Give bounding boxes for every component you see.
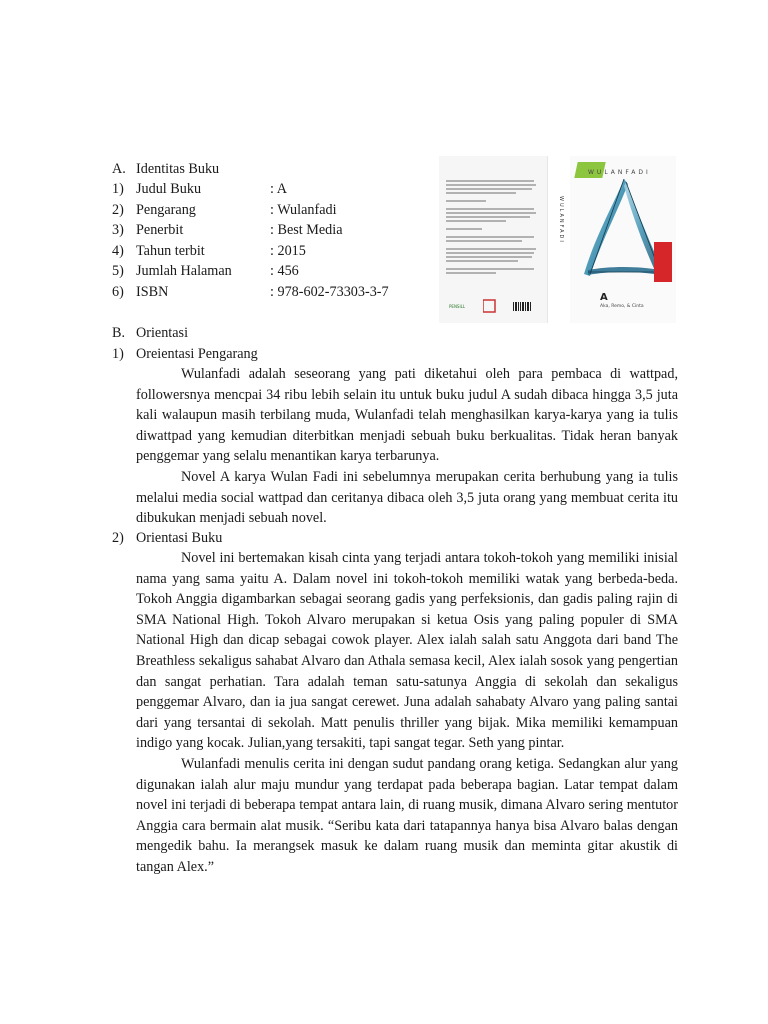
barcode-icon: [483, 296, 543, 316]
cover-front: [570, 156, 676, 323]
spine-author: WULANFADI: [558, 196, 564, 244]
row-label: Tahun terbit: [136, 243, 205, 259]
row-label: Judul Buku: [136, 181, 202, 197]
paragraph: Novel ini bertemakan kisah cinta yang terjadi antara tokoh-tokoh yang memiliki inisial nama yang sama yaitu A. Dalam novel ini tokoh-tokoh memiliki watak yang berbeda-beda. Tokoh Anggia digambarkan sebagai seorang gadis yang perfeksionis, dan gadis paling rajin di SMA National High. Tokoh Alvaro merupakan si ketua Osis yang paling populer di SMA National High dan dicap sebagai cowok player. Alex ialah salah satu Anggota dari band The Breathless sekaligus sahabat Alvaro dan Athala semasa kecil, Alex ialah sosok yang pengertian dan sangat perhatian. Tara adalah teman satu-satunya Anggia di sekolah dan sekaligus penggemar Alvaro, dan ia jua sangat cerewet. Juna adalah sahabaty Alvaro yang paling santai dari yang tersantai di sekolah. Matt penulis thriller yang bijak. Mika memiliki kemampuan indigo yang kocak. Julian,yang tersakiti, tapi sangat tegar. Seth yang pintar.: [136, 550, 678, 752]
row-number: 1): [112, 181, 124, 197]
cover-spine: [547, 156, 571, 323]
row-value: : 2015: [270, 243, 306, 259]
identity-row-year: [112, 241, 432, 261]
section-a-marker: A.: [112, 161, 126, 177]
row-value: : A: [270, 181, 287, 197]
paragraph: Novel A karya Wulan Fadi ini sebelumnya merupakan cerita berhubung yang ia tulis melalui media social wattpad dan ceritanya dibaca oleh 3,5 juta orang yang membuat cerita itu dibukukan menjadi sebuah novel.: [136, 468, 678, 527]
section-b-marker: B.: [112, 325, 126, 341]
identity-row-publisher: [112, 220, 432, 240]
row-number: 4): [112, 243, 124, 259]
identity-row-isbn: [112, 282, 432, 302]
row-number: 2): [112, 202, 124, 218]
cover-author: WULANFADI: [588, 169, 651, 176]
identity-row-pages: [112, 261, 432, 281]
subsection-2-title: Orientasi Buku: [136, 530, 223, 546]
book-orientation-text: [136, 548, 678, 878]
subsection-1-title: Oreientasi Pengarang: [136, 346, 258, 362]
cover-subtitle: Aka, Remo, & Cinta: [600, 304, 644, 309]
row-label: ISBN: [136, 284, 169, 300]
row-value: : Wulanfadi: [270, 202, 337, 218]
row-label: Penerbit: [136, 222, 184, 238]
red-badge: [654, 242, 672, 282]
cover-title: A: [600, 292, 608, 303]
subsection-1-number: 1): [112, 346, 124, 362]
row-value: : 456: [270, 263, 299, 279]
row-number: 5): [112, 263, 124, 279]
cover-back: [439, 156, 547, 323]
row-number: 3): [112, 222, 124, 238]
row-number: 6): [112, 284, 124, 300]
row-value: : 978-602-73303-3-7: [270, 284, 389, 300]
identity-row-author: [112, 200, 432, 220]
identity-row-title: [112, 179, 432, 199]
section-b-title: Orientasi: [136, 325, 189, 341]
row-label: Jumlah Halaman: [136, 263, 232, 279]
paragraph: Wulanfadi adalah seseorang yang pati diketahui oleh para pembaca di wattpad, followersnya mencpai 34 ribu lebih selain itu untuk buku judul A sudah dibaca hingga 3,5 juta kali walaupun masih terbilang muda, Wulanfadi telah menghasilkan karya-karya yang ia tulis diwattpad yang kemudian diterbitkan menjadi sebuah buku berkualitas. Tidak heran banyak penggemar yang selalu menantikan karya terbarunya.: [136, 366, 678, 465]
row-label: Pengarang: [136, 202, 196, 218]
paragraph: Wulanfadi menulis cerita ini dengan sudut pandang orang ketiga. Sedangkan alur yang digunakan ialah alur maju mundur yang terdapat pada beberapa bagian. Latar tempat dalam novel ini terjadi di beberapa tempat antara lain, di ruang musik, dimana Alvaro sering mentutor Anggia cara bermain alat musik. “Seribu kata dari tatapannya hanya bisa Alvaro balas dengan mengedik bahu. Ia merangsek masuk ke dalam ruang musik dan meminta gitar akustik di tangan Alex.”: [136, 755, 678, 875]
section-a-title: Identitas Buku: [136, 161, 220, 177]
author-orientation-text: [136, 364, 678, 529]
publisher-logo: PENSILL: [449, 304, 466, 309]
row-value: : Best Media: [270, 222, 343, 238]
subsection-2-number: 2): [112, 530, 124, 546]
back-blurb: [446, 180, 538, 276]
book-cover-image: [439, 156, 676, 323]
